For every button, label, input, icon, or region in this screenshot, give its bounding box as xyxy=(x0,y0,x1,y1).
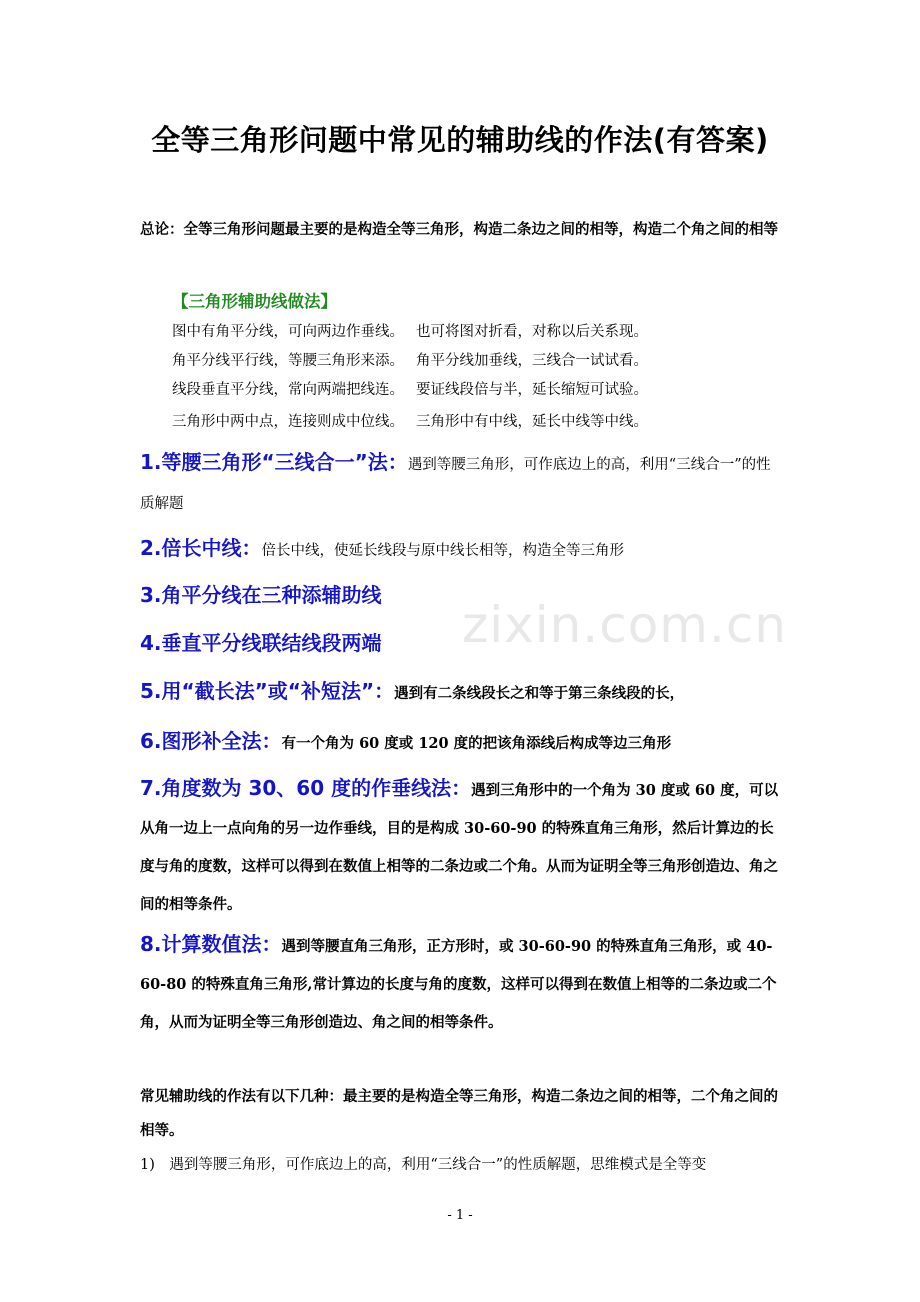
section-4 xyxy=(140,622,782,666)
poem-line-b: 也可将图对折看，对称以后关系现。 xyxy=(416,324,648,340)
poem-line-b: 三角形中有中线，延长中线等中线。 xyxy=(416,414,648,430)
summary-paragraph: 总论：全等三角形问题最主要的是构造全等三角形，构造二条边之间的相等，构造二个角之间的相等 xyxy=(140,221,778,238)
poem-line-a: 角平分线平行线，等腰三角形来添。 xyxy=(172,353,404,369)
poem-line xyxy=(172,410,648,431)
section-text: 遇到三角形中的一个角为 30 度或 60 度，可以从角一边上一点向角的另一边作垂线，目的是构成 30-60-90 的特殊直角三角形，然后计算边的长度与角的度数，这样可以得到在数值上相等的二条边或二个角。从而为证明全等三角形创造边、角之间的相等条件。 xyxy=(140,782,779,913)
section-title: 6.图形补全法： xyxy=(140,729,282,753)
poem-line xyxy=(172,349,648,370)
section-2 xyxy=(140,527,782,572)
section-text: 遇到等腰三角形，可作底边上的高，利用“三线合一”的性质解题 xyxy=(140,457,771,512)
method-heading: 【三角形辅助线做法】 xyxy=(172,292,337,311)
section-title: 7.角度数为 30、60 度的作垂线法： xyxy=(140,776,472,800)
poem-line xyxy=(172,378,648,399)
section-3 xyxy=(140,574,782,618)
poem-line-b: 角平分线加垂线，三线合一试试看。 xyxy=(416,353,648,369)
section-1 xyxy=(140,444,782,523)
watermark: zixin.com.cn xyxy=(462,596,788,654)
section-title: 5.用“截长法”或“补短法”： xyxy=(140,679,395,703)
section-5 xyxy=(140,670,782,715)
section-text: 遇到等腰直角三角形，正方形时，或 30-60-90 的特殊直角三角形，或 40-60-80 的特殊直角三角形,常计算边的长度与角的度数，这样可以得到在数值上相等的二条边或二个角，从而为证明全等三角形创造边、角之间的相等条件。 xyxy=(140,938,777,1031)
page-title: 全等三角形问题中常见的辅助线的作法(有答案) xyxy=(151,123,769,157)
poem-line-a: 三角形中两中点，连接则成中位线。 xyxy=(172,414,404,430)
section-title: 3.角平分线在三种添辅助线 xyxy=(140,583,382,607)
poem-line xyxy=(172,320,648,341)
section-title: 8.计算数值法： xyxy=(140,932,282,956)
poem-line-b: 要证线段倍与半，延长缩短可试验。 xyxy=(416,382,648,398)
section-7 xyxy=(140,770,782,923)
poem-line-a: 线段垂直平分线，常向两端把线连。 xyxy=(172,382,404,398)
section-text: 倍长中线，使延长线段与原中线长相等，构造全等三角形 xyxy=(261,543,625,559)
section-title: 2.倍长中线： xyxy=(140,536,262,560)
section-6 xyxy=(140,720,782,765)
section-title: 1.等腰三角形“三线合一”法： xyxy=(140,450,408,474)
list-item: 1) 遇到等腰三角形，可作底边上的高，利用“三线合一”的性质解题，思维模式是全等变 xyxy=(140,1157,707,1173)
section-text: 有一个角为 60 度或 120 度的把该角添线后构成等边三角形 xyxy=(281,735,672,752)
section-title: 4.垂直平分线联结线段两端 xyxy=(140,631,382,655)
poem-line-a: 图中有角平分线，可向两边作垂线。 xyxy=(172,324,404,340)
page-number: - 1 - xyxy=(447,1208,473,1223)
section-8 xyxy=(140,926,782,1041)
common-intro: 常见辅助线的作法有以下几种：最主要的是构造全等三角形，构造二条边之间的相等，二个角之间的相等。 xyxy=(140,1088,778,1139)
section-text: 遇到有二条线段长之和等于第三条线段的长， xyxy=(394,685,685,702)
